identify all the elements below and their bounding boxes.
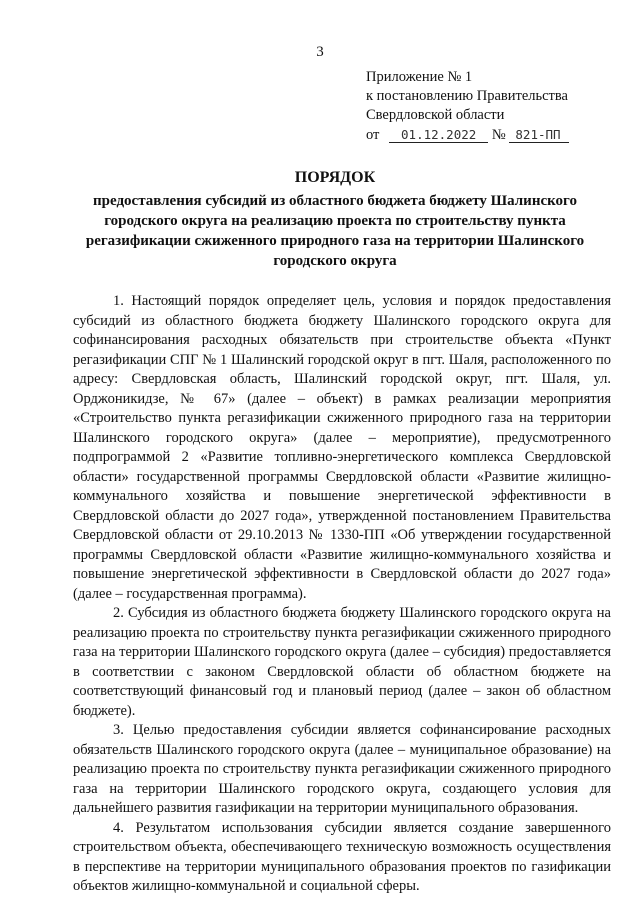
number-prefix: № bbox=[491, 127, 506, 143]
title-heading: ПОРЯДОК bbox=[294, 169, 376, 186]
paragraph-4: 4. Результатом использования субсидии является создание завершенного строительством объекта, обеспечивающего техническую возможность осуществления в перспективе на территории муниципального образования проектов по газификации объектов жилищно-коммунальной и социальной сферы. bbox=[73, 819, 611, 894]
paragraph-2: 2. Субсидия из областного бюджета бюджету Шалинского городского округа на реализацию проекта по строительству пункта регазификации сжиженного природного газа на территории Шалинского городского округа (далее – субсидия) предоставляется в соответствии с законом Свердловской области об областном бюджете на соответствующий финансовый год и плановый период (далее – закон об областном бюджете). bbox=[73, 605, 611, 719]
appendix-line-3: Свердловской области bbox=[366, 107, 505, 123]
paragraph-3: 3. Целью предоставления субсидии является софинансирование расходных обязательств Шалинского городского округа (далее – муниципальное образование) на реализацию проекта по строительству пункта регазификации сжиженного природного газа на территории Шалинского городского округа, создающего условия для дальнейшего развития газификации на территории муниципального образования. bbox=[73, 722, 611, 816]
paragraph-1: 1. Настоящий порядок определяет цель, условия и порядок предоставления субсидий из областного бюджета бюджету Шалинского городского округа для софинансирования расходных обязательств при строительстве объекта «Пункт регазификации СПГ № 1 Шалинский городской округ в пгт. Шаля, расположенного по адресу: Свердловская область, Шалинский городской округ, пгт. Шаля, ул. Орджоникидзе, № 67» (далее – объект) в рамках реализации мероприятия «Строительство пункта регазификации сжиженного природного газа на территории Шалинского городского округа» (далее – мероприятие), предусмотренного подпрограммой 2 «Развитие топливно-энергетического комплекса Свердловской области» государственной программы Свердловской области «Развитие жилищно-коммунального хозяйства и повышение энергетической эффективности в Свердловской области до 2027 года», утвержденной постановлением Правительства Свердловской области от 29.10.2013 № 1330-ПП «Об утверждении государственной программы Свердловской области «Развитие жилищно-коммунального хозяйства и повышение энергетической эффективности в Свердловской области до 2027 года» (далее – государственная программа). bbox=[73, 293, 611, 602]
date-prefix: от bbox=[366, 127, 380, 143]
appendix-date-line bbox=[366, 125, 569, 145]
document-body bbox=[73, 292, 611, 897]
page-number: 3 bbox=[316, 44, 324, 60]
appendix-line-2: к постановлению Правительства bbox=[366, 88, 568, 104]
resolution-number: 821-ПП bbox=[509, 127, 568, 143]
appendix-line-1: Приложение № 1 bbox=[366, 69, 473, 85]
resolution-date: 01.12.2022 bbox=[389, 127, 488, 143]
title-subtitle: предоставления субсидий из областного бюджета бюджету Шалинского городского округа на реализацию проекта по строительству пункта регазификации сжиженного природного газа на территории Шалинского городского округа bbox=[85, 193, 585, 269]
document-title bbox=[80, 168, 590, 271]
appendix-block bbox=[366, 68, 569, 145]
